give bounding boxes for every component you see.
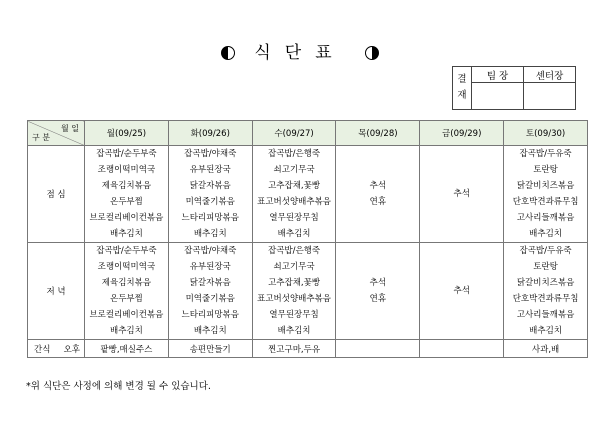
approval-role: 센터장	[524, 67, 576, 83]
dish-item: 배추김치	[193, 326, 227, 336]
corner-date-label: 월 일	[61, 124, 79, 133]
dish-item: 배추김치	[277, 326, 311, 336]
dish-item: 추석	[369, 181, 387, 191]
dish-item: 제육김치볶음	[101, 181, 152, 191]
meal-row	[28, 146, 588, 243]
approval-role: 팀 장	[472, 67, 524, 83]
dish-item: 닭갈비치즈볶음	[516, 181, 575, 191]
dish-item: 잡곡밥/야채죽	[184, 149, 237, 159]
dish-item: 미역줄기볶음	[185, 197, 235, 207]
dish-item: 고사리들깨볶음	[516, 213, 575, 223]
meal-label: 점 심	[28, 146, 85, 243]
menu-cell	[168, 243, 252, 340]
snack-time: 오후	[63, 344, 80, 355]
dish-item: 추석	[369, 278, 387, 288]
snack-row	[28, 340, 588, 358]
dish-item: 쇠고기무국	[273, 165, 315, 175]
menu-cell	[336, 243, 420, 340]
dish-item: 토란탕	[533, 165, 558, 175]
dish-item: 잡곡밥/두유죽	[519, 246, 572, 256]
menu-table	[27, 120, 588, 358]
snack-cell: 팥빵,매실주스	[85, 340, 169, 358]
corner-header	[28, 121, 85, 146]
dish-item: 추석	[453, 189, 470, 199]
dish-item: 유부된장국	[189, 165, 231, 175]
dish-item: 잡곡밥/은행죽	[268, 149, 321, 159]
approval-box	[452, 66, 576, 110]
signature-cell[interactable]	[524, 83, 576, 110]
dish-item: 배추김치	[193, 229, 227, 239]
menu-cell	[420, 243, 504, 340]
half-circle-icon	[365, 46, 379, 60]
dish-item: 잡곡밥/순두부죽	[96, 246, 157, 256]
dish-item: 브로컬리베이컨볶음	[89, 213, 164, 223]
footnote: *위 식단은 사정에 의해 변경 될 수 있습니다.	[26, 381, 211, 392]
meal-label: 저 녁	[28, 243, 85, 340]
dish-item: 닭갈자볶음	[189, 181, 231, 191]
day-header: 토(09/30)	[504, 121, 588, 146]
day-header: 월(09/25)	[85, 121, 169, 146]
dish-item: 온두부찜	[109, 294, 143, 304]
menu-cell	[252, 146, 336, 243]
dish-item: 미역줄기볶음	[185, 294, 235, 304]
dish-item: 배추김치	[529, 229, 562, 239]
dish-item: 닭갈자볶음	[189, 278, 231, 288]
title-text: 식단표	[254, 43, 346, 63]
corner-category-label: 구 분	[32, 133, 50, 142]
day-header: 금(09/29)	[420, 121, 504, 146]
meal-row	[28, 243, 588, 340]
dish-item: 느타리피망볶음	[181, 310, 239, 320]
menu-cell	[504, 243, 588, 340]
dish-item: 고추잡채,꽃빵	[268, 278, 321, 288]
menu-cell	[504, 146, 588, 243]
snack-cell	[336, 340, 420, 358]
menu-cell	[336, 146, 420, 243]
day-header: 화(09/26)	[168, 121, 252, 146]
snack-cell: 찐고구마,두유	[252, 340, 336, 358]
dish-item: 제육김치볶음	[101, 278, 152, 288]
dish-item: 조랭이떡미역국	[97, 262, 156, 272]
dish-item: 느타리피망볶음	[181, 213, 239, 223]
dish-item: 고추잡채,꽃빵	[268, 181, 321, 191]
dish-item: 배추김치	[529, 326, 562, 336]
menu-cell	[85, 146, 169, 243]
snack-cell: 사과,배	[504, 340, 588, 358]
dish-item: 표고버섯양배추볶음	[257, 294, 332, 304]
dish-item: 토란탕	[533, 262, 558, 272]
dish-item: 배추김치	[109, 326, 143, 336]
dish-item: 단호박견과류무침	[512, 294, 579, 304]
dish-item: 유부된장국	[189, 262, 231, 272]
dish-item: 온두부찜	[109, 197, 143, 207]
dish-item: 연휴	[369, 294, 387, 304]
dish-item: 배추김치	[277, 229, 311, 239]
menu-cell	[420, 146, 504, 243]
dish-item: 브로컬리베이컨볶음	[89, 310, 164, 320]
dish-item: 표고버섯양배추볶음	[257, 197, 332, 207]
approval-label: 결재	[453, 67, 472, 110]
dish-item: 열무된장무침	[269, 213, 319, 223]
day-header: 수(09/27)	[252, 121, 336, 146]
dish-item: 잡곡밥/두유죽	[519, 149, 572, 159]
signature-cell[interactable]	[472, 83, 524, 110]
dish-item: 고사리들깨볶음	[516, 310, 575, 320]
dish-item: 연휴	[369, 197, 387, 207]
half-circle-icon	[221, 46, 235, 60]
dish-item: 닭갈비치즈볶음	[516, 278, 575, 288]
dish-item: 배추김치	[109, 229, 143, 239]
snack-label-cell	[28, 340, 85, 358]
dish-item: 추석	[453, 286, 470, 296]
page-title	[0, 38, 600, 63]
menu-cell	[252, 243, 336, 340]
snack-label: 간식	[34, 344, 51, 355]
dish-item: 열무된장무침	[269, 310, 319, 320]
day-header: 목(09/28)	[336, 121, 420, 146]
dish-item: 잡곡밥/은행죽	[268, 246, 321, 256]
dish-item: 쇠고기무국	[273, 262, 315, 272]
menu-cell	[85, 243, 169, 340]
dish-item: 단호박견과류무침	[512, 197, 579, 207]
dish-item: 잡곡밥/순두부죽	[96, 149, 157, 159]
menu-cell	[168, 146, 252, 243]
dish-item: 조랭이떡미역국	[97, 165, 156, 175]
snack-cell: 송편만들기	[168, 340, 252, 358]
snack-cell	[420, 340, 504, 358]
header-row	[28, 121, 588, 146]
dish-item: 잡곡밥/야채죽	[184, 246, 237, 256]
